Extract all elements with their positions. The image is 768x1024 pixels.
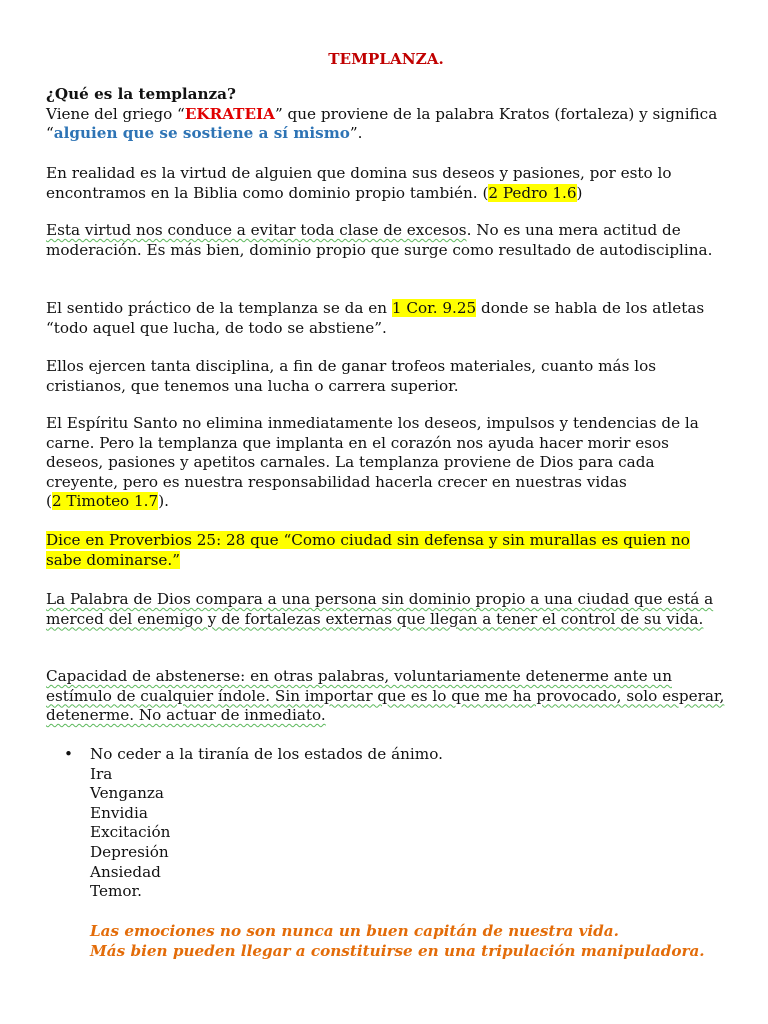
paragraph-word-of-god	[46, 590, 726, 629]
bible-reference: 2 Pedro 1.6	[488, 183, 577, 202]
list-item: Depresión	[90, 842, 169, 861]
paragraph-spirit-open: (	[46, 492, 52, 511]
closing-quote-line: Más bien pueden llegar a constituirse en una tripulación manipuladora.	[90, 941, 705, 960]
page-title: TEMPLANZA.	[328, 50, 444, 68]
paragraph-excess	[46, 221, 726, 260]
paragraph-virtue-end: )	[576, 183, 583, 202]
paragraph-practical	[46, 299, 726, 338]
paragraph-spirit-end: ).	[158, 492, 169, 511]
paragraph-virtue	[46, 164, 726, 203]
list-item: Temor.	[90, 882, 142, 901]
underlined-paragraph: Capacidad de abstenerse: en otras palabras, voluntariamente detenerme ante un estímulo de cualquier índole. Sin importar que es lo que me ha provocado, solo esperar, detenerme. No actuar de inmediato.	[46, 667, 725, 725]
underlined-phrase: Esta virtud nos conduce a evitar toda clase de excesos	[46, 221, 467, 239]
highlighted-quote: Dice en Proverbios 25: 28 que “Como ciudad sin defensa y sin murallas es quien no sabe dominarse.”	[46, 531, 690, 569]
list-item: Venganza	[90, 784, 164, 803]
list-item: Envidia	[90, 803, 148, 822]
paragraph-proverbs	[46, 531, 726, 570]
paragraph-practical-text: El sentido práctico de la templanza se da en	[46, 299, 392, 317]
intro-section	[46, 85, 726, 144]
paragraph-excess-text: . No es una mera actitud de moderación. Es más bien, dominio propio que surge como resultado de autodisciplina.	[46, 221, 713, 259]
paragraph-practical-rest: donde se habla de los atletas “todo aquel que lucha, de todo se abstiene”.	[46, 299, 705, 337]
paragraph-abstain	[46, 667, 726, 726]
paragraph-virtue-text: En realidad es la virtud de alguien que domina sus deseos y pasiones, por esto lo encontramos en la Biblia como dominio propio también. (	[46, 164, 672, 202]
list-items	[90, 745, 443, 902]
list-item: Ira	[90, 764, 113, 783]
closing-quote	[90, 922, 705, 961]
bible-reference: 1 Cor. 9.25	[391, 299, 477, 317]
paragraph-athletes: Ellos ejercen tanta disciplina, a fin de ganar trofeos materiales, cuanto más los cristianos, que tenemos una lucha o carrera superior.	[46, 357, 657, 395]
list-item: No ceder a la tiranía de los estados de ánimo.	[90, 745, 443, 763]
intro-text-3: ”.	[349, 124, 363, 143]
bible-reference: 2 Timoteo 1.7	[51, 492, 159, 511]
term-meaning: alguien que se sostiene a sí mismo	[53, 124, 350, 143]
intro-text-1: Viene del griego “	[46, 104, 185, 123]
bullet-icon: •	[64, 745, 73, 763]
paragraph-spirit-text: El Espíritu Santo no elimina inmediatamente los deseos, impulsos y tendencias de la carne. Pero la templanza que implanta en el corazón nos ayuda hacer morir esos deseos, pasiones y apetitos carnales. La templanza proviene de Dios para cada creyente, pero es nuestra responsabilidad hacerla crecer en nuestras vidas	[46, 414, 699, 491]
closing-quote-line: Las emociones no son nunca un buen capitán de nuestra vida.	[90, 922, 619, 940]
intro-text-2: ” que proviene de la palabra Kratos (fortaleza) y significa “	[46, 104, 718, 143]
underlined-paragraph: La Palabra de Dios compara a una persona sin dominio propio a una ciudad que está a merced del enemigo y de fortalezas externas que llegan a tener el control de su vida.	[46, 590, 714, 628]
list-item: Ansiedad	[90, 862, 161, 881]
section-heading: ¿Qué es la templanza?	[46, 85, 236, 103]
greek-term: EKRATEIA	[184, 104, 275, 123]
paragraph-spirit	[46, 414, 726, 512]
list-item: Excitación	[90, 823, 171, 842]
